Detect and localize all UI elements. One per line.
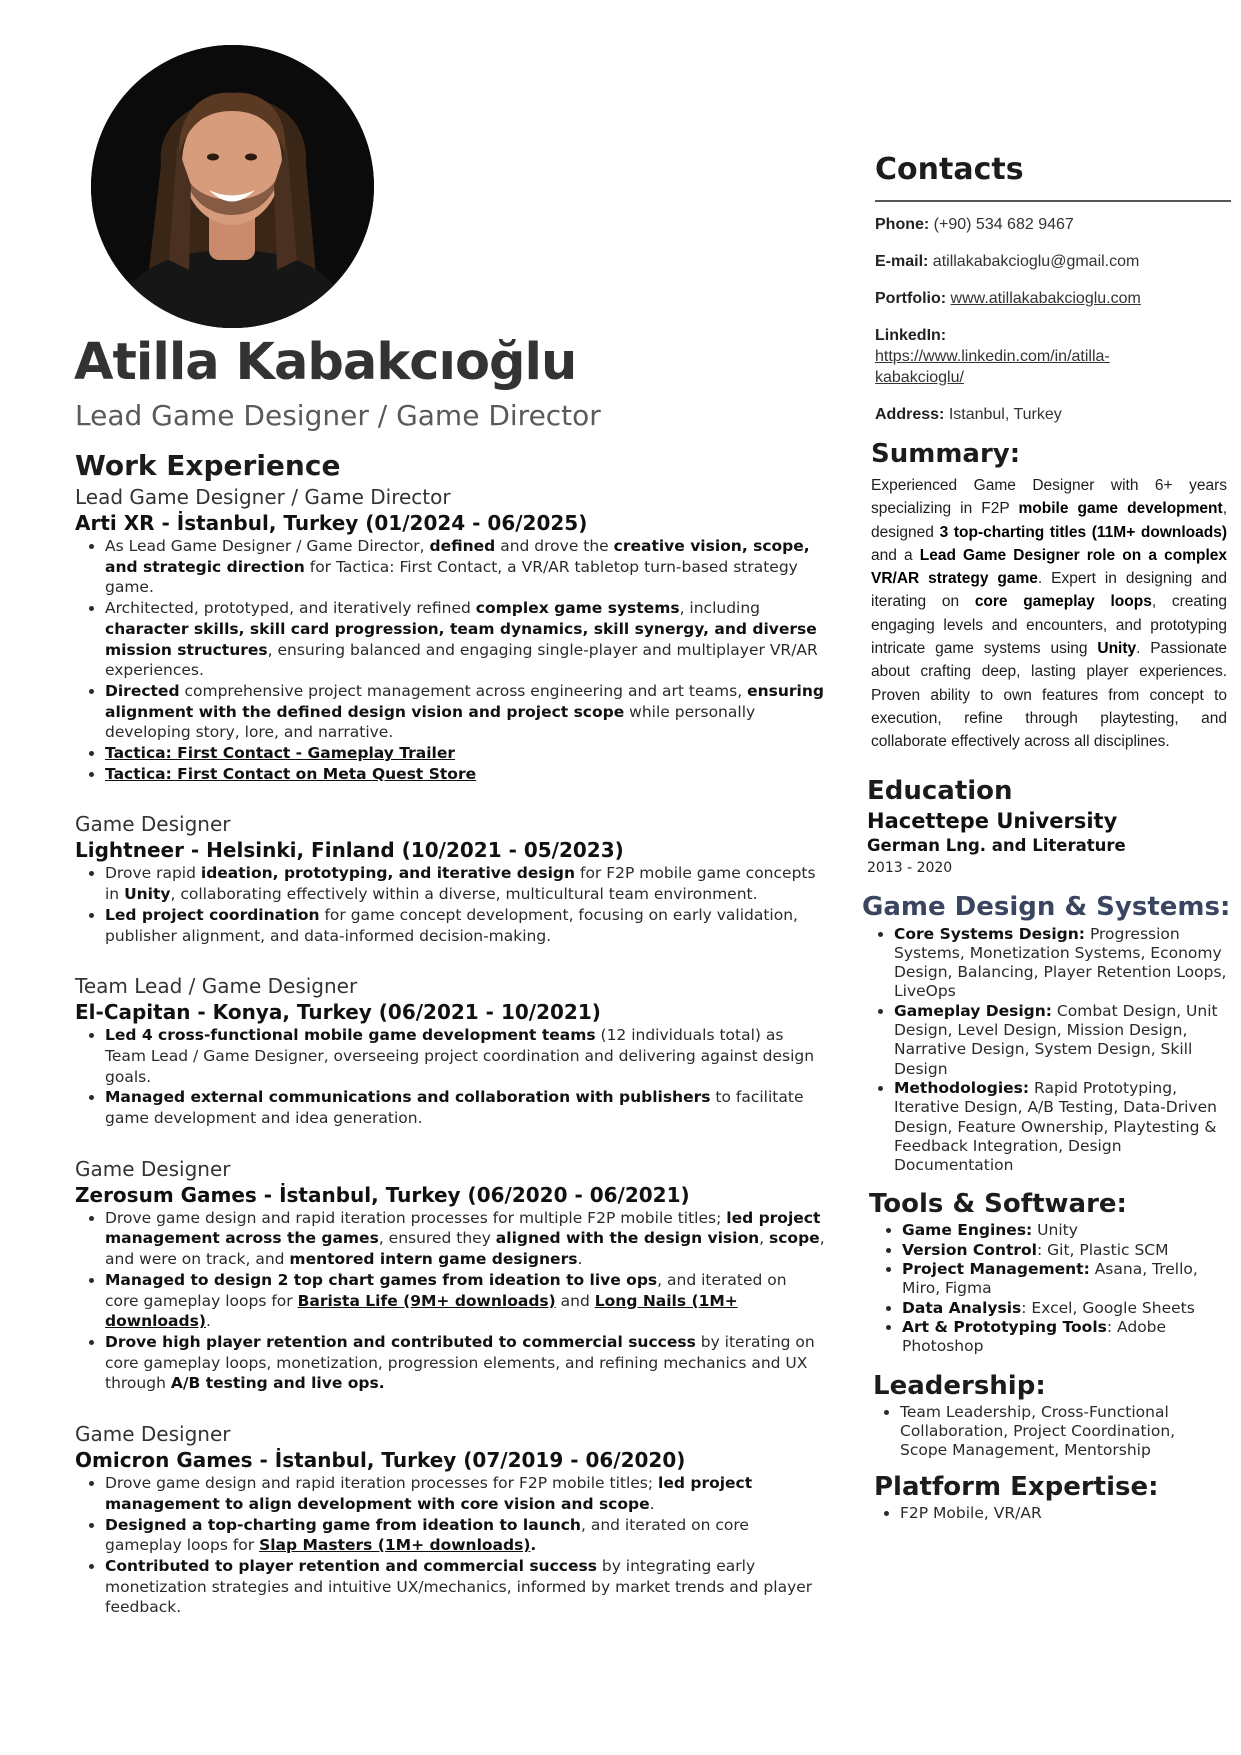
tool-text: : Git, Plastic SCM — [1037, 1240, 1169, 1259]
emphasis-text: creative vision, scope, and strategic direction — [105, 537, 810, 576]
email-value[interactable]: atillakabakcioglu@gmail.com — [932, 253, 1140, 270]
education-degree: German Lng. and Literature — [867, 835, 1126, 855]
profile-photo — [91, 45, 374, 328]
contact-portfolio — [875, 288, 1228, 309]
linkedin-link[interactable]: kabakcioglu/ — [875, 369, 964, 386]
body-text: , and were on track, and — [105, 1229, 825, 1269]
emphasis-text: Drove high player retention and contributed to commercial success — [105, 1332, 696, 1351]
job-bullets — [75, 1025, 825, 1129]
portrait-illustration — [91, 45, 374, 328]
candidate-name: Atilla Kabakcıoğlu — [74, 333, 577, 392]
body-text: while personally developing story, lore, and narrative. — [105, 702, 756, 742]
gameplay-trailer-link[interactable] — [105, 743, 825, 764]
game-design-heading: Game Design & Systems: — [862, 891, 1231, 922]
emphasis-text: mentored intern game designers — [289, 1250, 578, 1269]
job-bullet — [105, 1270, 825, 1332]
skill-label: Methodologies: — [894, 1078, 1030, 1097]
job-company: Zerosum Games - İstanbul, Turkey (06/2020 - 06/2021) — [75, 1182, 690, 1207]
tool-text: : Excel, Google Sheets — [1021, 1298, 1195, 1317]
emphasis-text: 3 top-charting titles (11M+ downloads) — [939, 523, 1227, 541]
body-text: , designed — [871, 500, 1227, 541]
job-bullets — [75, 1473, 825, 1618]
emphasis-text: character skills, skill card progression, team dynamics, skill synergy, and diverse mission structures — [105, 619, 817, 659]
meta-quest-store-link[interactable] — [105, 764, 825, 785]
job-company: Lightneer - Helsinki, Finland (10/2021 - 05/2023) — [75, 838, 624, 863]
body-text: , — [759, 1229, 770, 1248]
summary-heading: Summary: — [871, 439, 1021, 469]
contact-label: Phone: — [875, 216, 930, 233]
job-bullets — [75, 536, 825, 784]
job-bullet — [105, 1515, 825, 1556]
job-bullet — [105, 536, 825, 598]
emphasis-text: defined — [429, 537, 496, 555]
job-role: Game Designer — [75, 812, 231, 837]
contact-phone — [875, 214, 1228, 235]
body-text: for game concept development, focusing on early validation, publisher alignment, and data-informed decision-making. — [105, 905, 798, 945]
tool-item — [902, 1241, 1232, 1260]
contact-label: LinkedIn: — [875, 327, 947, 344]
job-bullet — [105, 863, 825, 904]
job-company: Arti XR - İstanbul, Turkey (01/2024 - 06/2025) — [75, 511, 588, 535]
work-experience-heading: Work Experience — [75, 449, 341, 482]
contact-address — [875, 404, 1228, 425]
emphasis-text: Lead Game Designer role on a complex VR/AR strategy game — [871, 546, 1227, 588]
candidate-headline: Lead Game Designer / Game Director — [75, 399, 601, 432]
body-text: , ensuring balanced and engaging single-player and multiplayer VR/AR experiences. — [105, 640, 818, 680]
body-text: , creating engaging levels and encounters, and prototyping intricate game systems using — [871, 593, 1227, 658]
emphasis-text: Led project coordination — [105, 905, 320, 924]
emphasis-text: . — [530, 1536, 537, 1555]
emphasis-text: led project management to align development with core vision and scope — [105, 1474, 753, 1513]
job-bullet — [105, 681, 825, 743]
emphasis-text: A/B testing and live ops. — [170, 1374, 385, 1393]
emphasis-text: ideation, prototyping, and iterative design — [200, 864, 576, 883]
job-bullets — [75, 1208, 825, 1394]
body-text: for Tactica: First Contact, a VR/AR tabletop turn-based strategy game. — [105, 557, 798, 597]
body-text: by integrating early monetization strategies and intuitive UX/mechanics, informed by market trends and player feedback. — [105, 1556, 813, 1617]
platform-heading: Platform Expertise: — [874, 1472, 1159, 1503]
tool-label: Art & Prototyping Tools — [902, 1317, 1107, 1336]
skill-text: Progression Systems, Monetization Systems, Economy Design, Balancing, Player Retention Loops, LiveOps — [894, 924, 1227, 1001]
body-text: , and iterated on core gameplay loops for — [105, 1515, 749, 1555]
job-bullet — [105, 1208, 825, 1270]
body-text: , and iterated on core gameplay loops for — [105, 1270, 787, 1310]
link-text[interactable]: Barista Life (9M+ downloads) — [297, 1291, 556, 1310]
tool-item — [902, 1260, 1232, 1299]
education-school: Hacettepe University — [867, 808, 1118, 833]
skill-item — [894, 925, 1234, 1002]
tool-text: Unity — [1032, 1221, 1078, 1240]
emphasis-text: Directed — [105, 681, 180, 700]
tools-heading: Tools & Software: — [869, 1189, 1127, 1220]
emphasis-text: Led 4 cross-functional mobile game development teams — [105, 1026, 596, 1045]
body-text: , including — [679, 599, 761, 618]
platform-list — [866, 1504, 1220, 1523]
platform-item: • F2P Mobile, VR/AR — [900, 1504, 1220, 1523]
contacts-divider — [875, 200, 1231, 202]
job-bullet — [105, 1473, 825, 1514]
body-text: . — [649, 1494, 655, 1513]
leadership-heading: Leadership: — [873, 1370, 1046, 1401]
body-text: Drove game design and rapid iteration processes for multiple F2P mobile titles; — [105, 1208, 727, 1227]
skill-item — [894, 1079, 1234, 1175]
game-design-list — [866, 925, 1234, 1176]
tool-label: Version Control — [902, 1240, 1037, 1259]
body-text: . Passionate about crafting deep, lasting player experiences. Proven ability to own features from concept to execution, refine through playtesting, and collaborate effectively across all disciplines. — [871, 640, 1227, 751]
job-entry — [75, 811, 825, 946]
emphasis-text: ensuring alignment with the defined design vision and project scope — [105, 681, 824, 721]
job-bullet — [105, 1332, 825, 1394]
contact-email — [875, 251, 1228, 272]
body-text: comprehensive project management across engineering and art teams, — [179, 681, 748, 700]
leadership-list — [866, 1403, 1220, 1461]
link-text[interactable]: Slap Masters (1M+ downloads) — [259, 1536, 531, 1555]
contact-label: E-mail: — [875, 253, 929, 270]
job-entry — [75, 1156, 825, 1394]
body-text: As Lead Game Designer / Game Director, — [105, 537, 430, 555]
emphasis-text: led project management across the games — [105, 1208, 821, 1248]
contacts-heading: Contacts — [875, 152, 1024, 187]
job-bullet — [105, 905, 825, 946]
skill-label: Gameplay Design: — [894, 1001, 1052, 1020]
body-text: . — [205, 1312, 211, 1331]
link-text[interactable]: Tactica: First Contact on Meta Quest Store — [105, 764, 477, 783]
emphasis-text: core gameplay loops — [974, 593, 1152, 611]
job-role: Game Designer — [75, 1156, 231, 1181]
job-company: Omicron Games - İstanbul, Turkey (07/2019 - 06/2020) — [75, 1448, 686, 1473]
body-text: , ensured they — [378, 1229, 496, 1248]
job-role: Lead Game Designer / Game Director — [75, 485, 451, 509]
job-bullet — [105, 1025, 825, 1087]
body-text: and a — [871, 546, 920, 564]
contact-linkedin — [875, 325, 1228, 388]
body-text: and drove the — [495, 537, 614, 555]
tool-label: Data Analysis — [902, 1298, 1022, 1317]
skill-label: Core Systems Design: — [894, 924, 1086, 943]
job-entry — [75, 973, 825, 1129]
emphasis-text: Contributed to player retention and commercial success — [105, 1556, 597, 1575]
body-text: Experienced Game Designer with 6+ years specializing in F2P — [871, 477, 1227, 518]
summary-text — [871, 474, 1227, 754]
portfolio-link[interactable]: www.atillakabakcioglu.com — [950, 290, 1141, 307]
emphasis-text: Managed to design 2 top chart games from ideation to live ops — [105, 1270, 658, 1289]
job-entry — [75, 1421, 825, 1618]
tool-label: Project Management: — [902, 1260, 1090, 1279]
job-entry — [75, 484, 825, 784]
tool-label: Game Engines: — [902, 1221, 1033, 1240]
job-bullet — [105, 598, 825, 681]
tools-list — [866, 1221, 1232, 1356]
phone-value: (+90) 534 682 9467 — [933, 216, 1074, 233]
tool-item — [902, 1221, 1232, 1240]
emphasis-text: aligned with the design vision — [495, 1229, 760, 1248]
emphasis-text: Unity — [1097, 640, 1137, 658]
emphasis-text: Unity — [124, 885, 171, 904]
body-text: , collaborating effectively within a diverse, multicultural team environment. — [170, 885, 758, 904]
body-text: (12 individuals total) as Team Lead / Game Designer, overseeing project coordination and delivering against design goals. — [105, 1026, 815, 1086]
body-text: . Expert in designing and iterating on — [871, 570, 1227, 611]
tool-text: : Adobe Photoshop — [902, 1317, 1167, 1356]
job-role: Game Designer — [75, 1422, 231, 1447]
address-value: Istanbul, Turkey — [948, 406, 1062, 423]
job-company: El-Capitan - Konya, Turkey (06/2021 - 10/2021) — [75, 1000, 601, 1025]
contacts-block — [875, 214, 1228, 425]
right-column — [862, 150, 1231, 1524]
skill-text: Rapid Prototyping, Iterative Design, A/B Testing, Data-Driven Design, Feature Ownership, Playtesting & Feedback Integration, Design Documentation — [894, 1078, 1217, 1175]
body-text: by iterating on core gameplay loops, monetization, progression elements, and refining mechanics and UX through — [105, 1332, 815, 1393]
tool-item — [902, 1318, 1232, 1357]
leadership-item: • Team Leadership, Cross-Functional Collaboration, Project Coordination, Scope Management, Mentorship — [900, 1403, 1220, 1461]
body-text: Architected, prototyped, and iteratively refined — [105, 599, 476, 618]
body-text: Drove rapid — [105, 864, 201, 883]
contact-label: Portfolio: — [875, 290, 947, 307]
tool-text: Asana, Trello, Miro, Figma — [902, 1260, 1198, 1298]
emphasis-text: Designed a top-charting game from ideation to launch — [105, 1515, 581, 1534]
emphasis-text: mobile game development — [1018, 500, 1223, 518]
education-heading: Education — [867, 775, 1013, 806]
tool-item — [902, 1299, 1232, 1318]
emphasis-text: Managed external communications and collaboration with publishers — [105, 1088, 711, 1107]
link-text[interactable]: Tactica: First Contact - Gameplay Trailer — [105, 744, 456, 763]
body-text: . — [577, 1250, 583, 1269]
job-role: Team Lead / Game Designer — [75, 974, 358, 999]
contact-label: Address: — [875, 406, 945, 423]
linkedin-link[interactable]: https://www.linkedin.com/in/atilla- — [875, 348, 1110, 365]
body-text: Drove game design and rapid iteration processes for F2P mobile titles; — [105, 1474, 659, 1493]
job-bullets — [75, 863, 825, 946]
body-text: to facilitate game development and idea generation. — [105, 1088, 804, 1128]
link-text[interactable]: Long Nails (1M+ downloads) — [105, 1291, 738, 1331]
skill-text: Combat Design, Unit Design, Level Design, Mission Design, Narrative Design, System Design, Skill Design — [894, 1001, 1218, 1078]
job-bullet — [105, 1087, 825, 1128]
emphasis-text: complex game systems — [475, 599, 680, 618]
education-section — [866, 774, 1228, 879]
education-years: 2013 - 2020 — [867, 859, 953, 876]
body-text: for F2P mobile game concepts in — [105, 864, 816, 904]
emphasis-text: scope — [769, 1229, 820, 1248]
left-column — [75, 448, 825, 1618]
skill-item — [894, 1002, 1234, 1079]
job-bullet — [105, 1556, 825, 1618]
body-text: and — [555, 1291, 595, 1310]
